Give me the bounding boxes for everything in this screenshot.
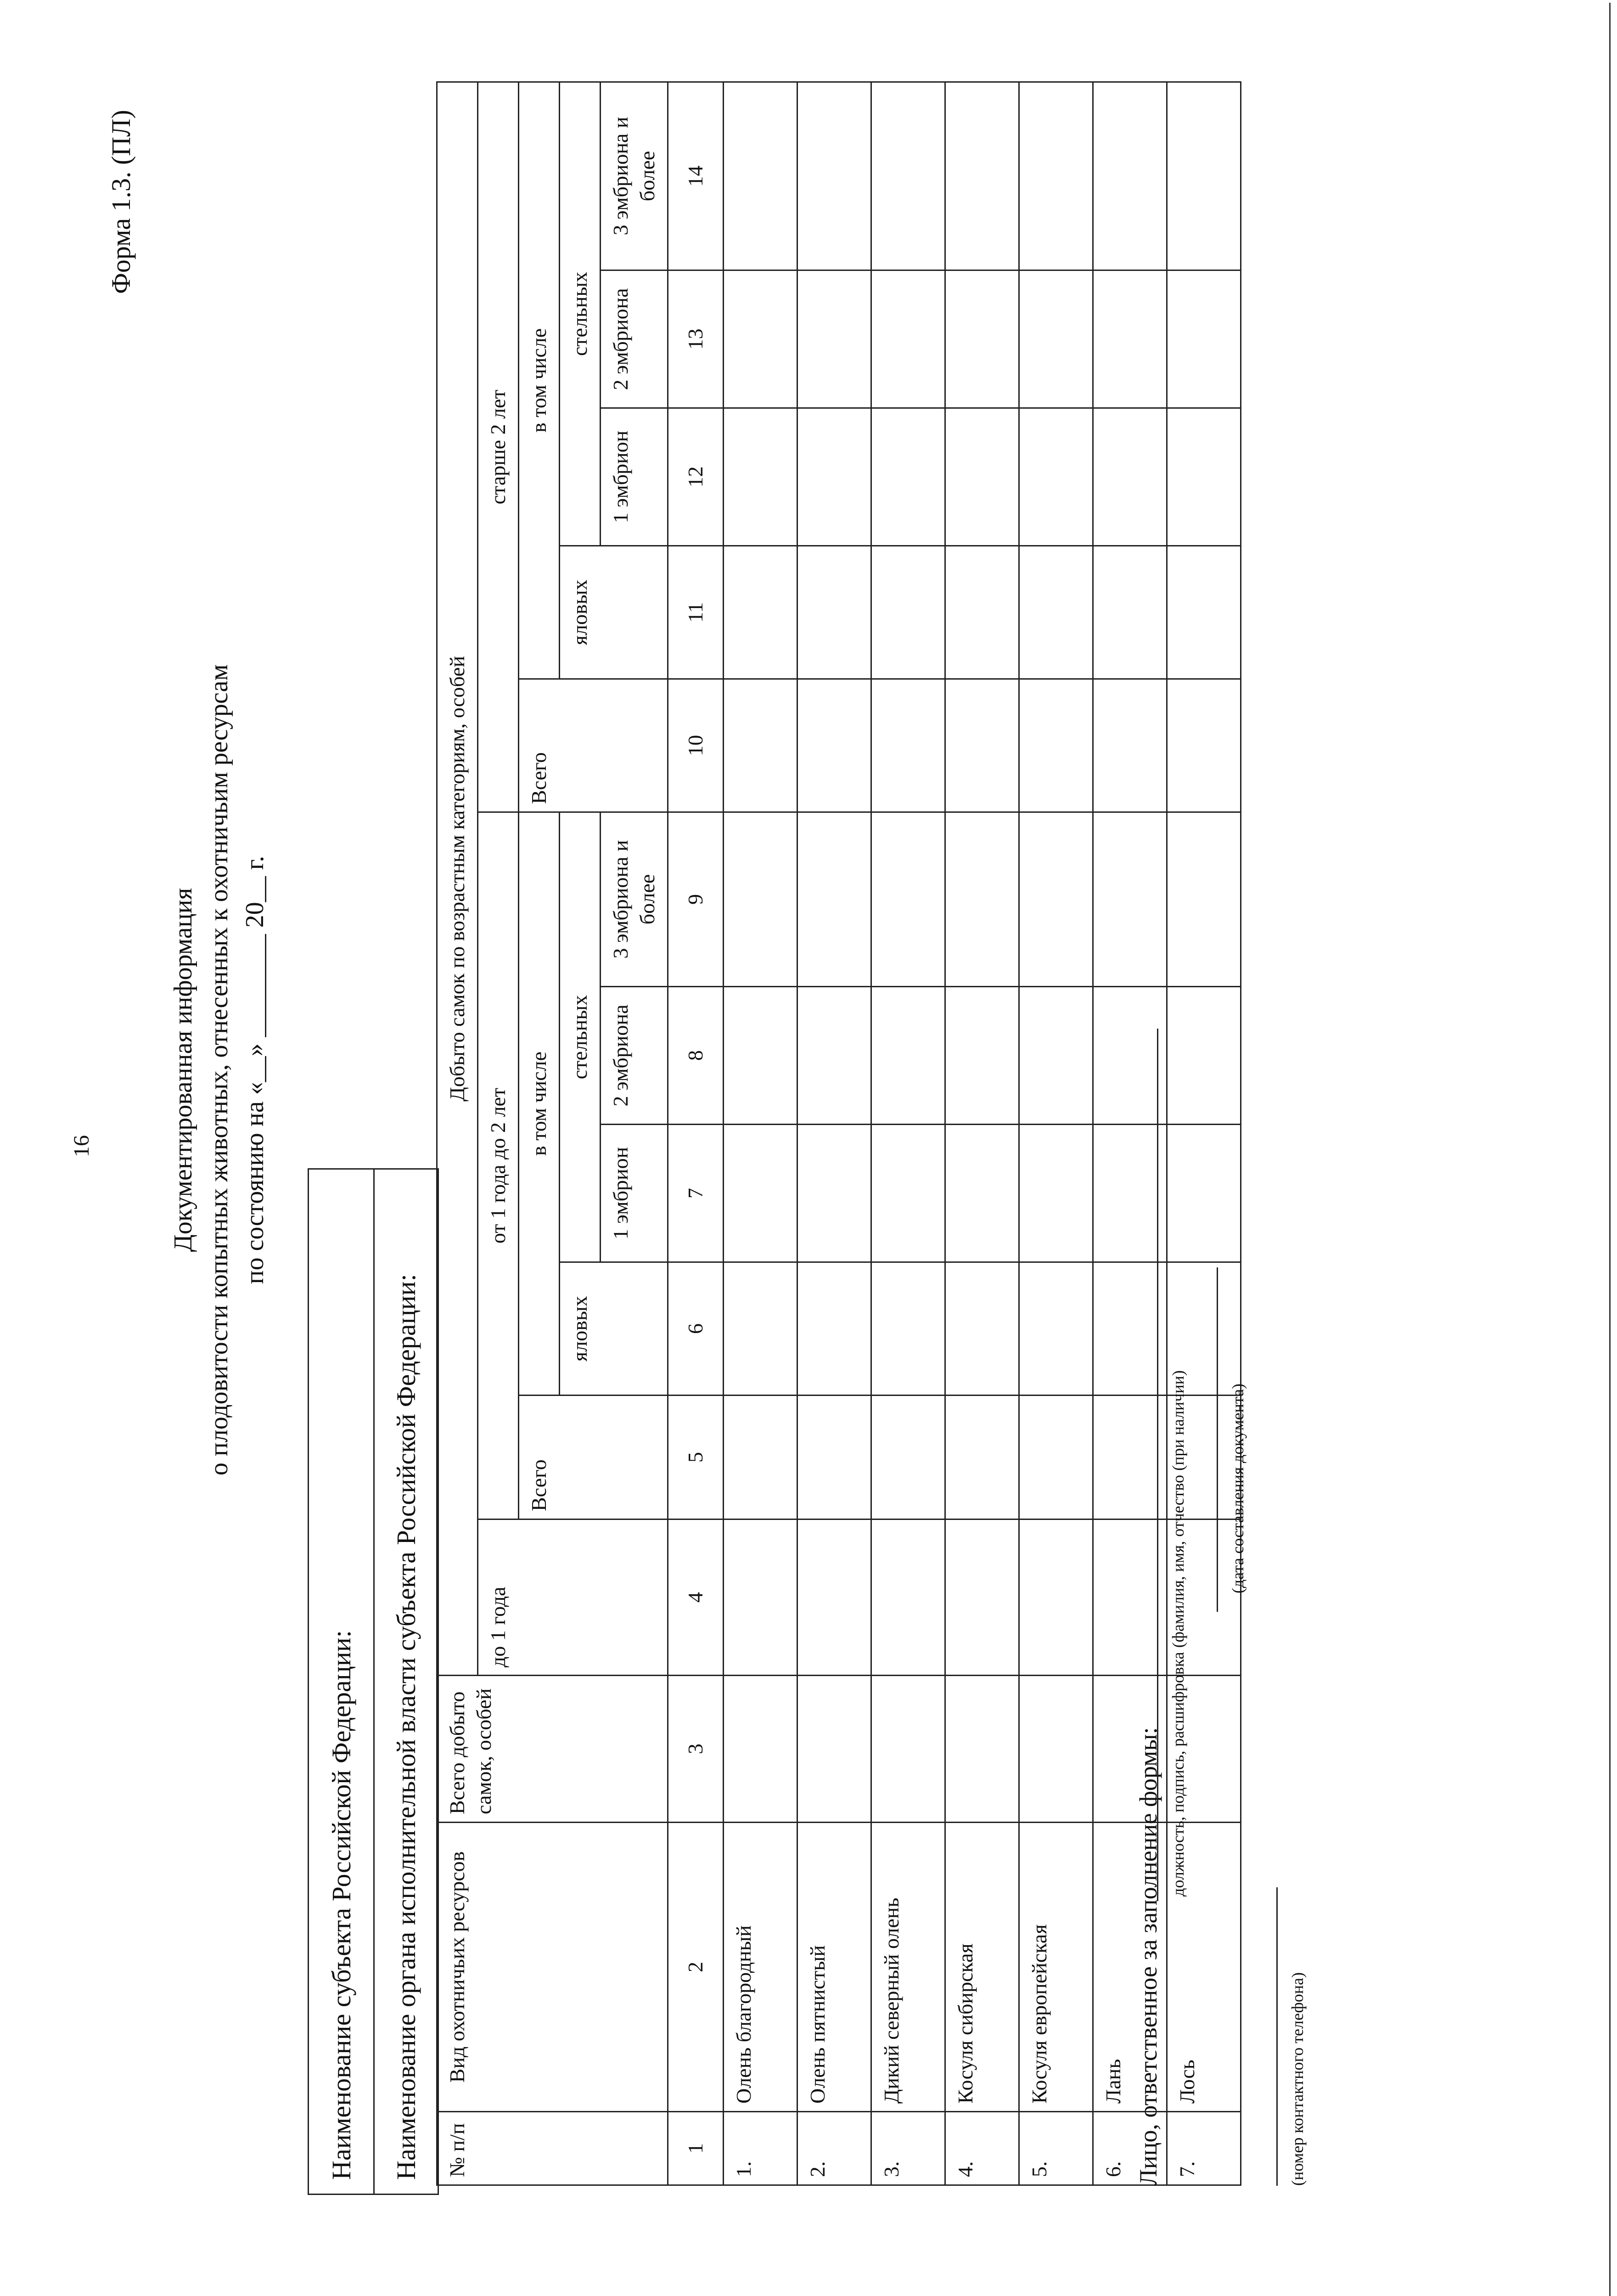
value-cell[interactable] xyxy=(797,82,871,270)
date-line[interactable] xyxy=(1217,1267,1218,1612)
value-cell[interactable] xyxy=(1093,1125,1167,1262)
header-harvested-by-age: Добыто самок по возрастным категориям, особей xyxy=(437,82,478,1675)
value-cell[interactable] xyxy=(1167,1125,1241,1262)
value-cell[interactable] xyxy=(724,82,797,270)
table-row xyxy=(724,82,797,2185)
value-cell[interactable] xyxy=(1093,987,1167,1125)
value-cell[interactable] xyxy=(871,408,945,546)
title-line-3: по состоянию на «__» ________ 20__ г. xyxy=(241,855,269,1284)
value-cell[interactable] xyxy=(1093,1262,1167,1396)
header-species: Вид охотничьих ресурсов xyxy=(437,1823,668,2112)
value-cell[interactable] xyxy=(871,1262,945,1396)
value-cell[interactable] xyxy=(1019,1519,1093,1676)
header-total-sub-2: Всего xyxy=(519,679,668,812)
row-number: 7. xyxy=(1167,2112,1241,2185)
header-embryo-2b: 2 эмбриона xyxy=(601,270,668,408)
header-embryo-3b: 3 эмбриона и более xyxy=(601,82,668,270)
title-line-2: о плодовитости копытных животных, отнесенных к охотничьим ресурсам xyxy=(205,664,233,1476)
value-cell[interactable] xyxy=(945,812,1019,987)
row-species: Дикий северный олень xyxy=(871,1823,945,2112)
value-cell[interactable] xyxy=(1093,82,1167,270)
table-row xyxy=(1019,82,1093,2185)
value-cell[interactable] xyxy=(871,1519,945,1676)
row-number: 3. xyxy=(871,2112,945,2185)
row-number: 4. xyxy=(945,2112,1019,2185)
value-cell[interactable] xyxy=(1019,1676,1093,1823)
value-cell[interactable] xyxy=(1167,408,1241,546)
value-cell[interactable] xyxy=(1093,812,1167,987)
value-cell[interactable] xyxy=(1019,1396,1093,1519)
header-embryo-1a: 1 эмбрион xyxy=(601,1125,668,1262)
value-cell[interactable] xyxy=(1093,408,1167,546)
column-number: 2 xyxy=(668,1823,724,2112)
column-number: 7 xyxy=(668,1125,724,1262)
value-cell[interactable] xyxy=(724,1262,797,1396)
table-row xyxy=(797,82,871,2185)
title-line-1: Документированная информация xyxy=(169,888,197,1252)
header-num: № п/п xyxy=(437,2112,668,2185)
value-cell[interactable] xyxy=(797,408,871,546)
value-cell[interactable] xyxy=(724,1519,797,1676)
value-cell[interactable] xyxy=(945,679,1019,812)
value-cell[interactable] xyxy=(1019,1262,1093,1396)
column-number: 3 xyxy=(668,1676,724,1823)
row-number: 5. xyxy=(1019,2112,1093,2185)
column-number: 8 xyxy=(668,987,724,1125)
subject-name-field[interactable]: Наименование субъекта Российской Федерации: xyxy=(326,1630,356,2180)
value-cell[interactable] xyxy=(1093,1519,1167,1676)
value-cell[interactable] xyxy=(945,1262,1019,1396)
value-cell[interactable] xyxy=(724,546,797,679)
value-cell[interactable] xyxy=(871,1396,945,1519)
date-caption: (дата составления документа) xyxy=(1229,1383,1247,1593)
column-number: 9 xyxy=(668,812,724,987)
value-cell[interactable] xyxy=(871,546,945,679)
form-code: Форма 1.3. (ПЛ) xyxy=(106,110,136,294)
header-embryo-3a: 3 эмбриона и более xyxy=(601,812,668,987)
table-row xyxy=(945,82,1019,2185)
value-cell[interactable] xyxy=(724,987,797,1125)
header-barren-1: яловых xyxy=(560,1262,668,1396)
value-cell[interactable] xyxy=(1167,270,1241,408)
document-title xyxy=(165,427,273,1713)
value-cell[interactable] xyxy=(724,1676,797,1823)
phone-line[interactable] xyxy=(1276,1887,1278,2186)
value-cell[interactable] xyxy=(1019,270,1093,408)
value-cell[interactable] xyxy=(945,270,1019,408)
subject-name-box xyxy=(308,1168,439,2195)
value-cell[interactable] xyxy=(871,812,945,987)
value-cell[interactable] xyxy=(1019,812,1093,987)
value-cell[interactable] xyxy=(1093,679,1167,812)
value-cell[interactable] xyxy=(1093,270,1167,408)
form-sheet xyxy=(0,28,1617,2287)
responsible-signature-line[interactable] xyxy=(1157,1029,1158,1901)
value-cell[interactable] xyxy=(1167,82,1241,270)
value-cell[interactable] xyxy=(724,408,797,546)
value-cell[interactable] xyxy=(724,679,797,812)
value-cell[interactable] xyxy=(1019,408,1093,546)
value-cell[interactable] xyxy=(871,82,945,270)
header-total-sub-1: Всего xyxy=(519,1396,668,1519)
value-cell[interactable] xyxy=(797,679,871,812)
row-species: Косуля европейская xyxy=(1019,1823,1093,2112)
value-cell[interactable] xyxy=(871,1676,945,1823)
responsible-label: Лицо, ответственное за заполнение формы: xyxy=(1134,1727,1162,2186)
value-cell[interactable] xyxy=(871,270,945,408)
header-under-1: до 1 года xyxy=(478,1519,668,1676)
header-barren-2: яловых xyxy=(560,546,668,679)
column-number: 14 xyxy=(668,82,724,270)
row-species: Лось xyxy=(1167,1823,1241,2112)
value-cell[interactable] xyxy=(1019,82,1093,270)
value-cell[interactable] xyxy=(871,987,945,1125)
column-number: 10 xyxy=(668,679,724,812)
value-cell[interactable] xyxy=(945,1125,1019,1262)
value-cell[interactable] xyxy=(1167,546,1241,679)
header-embryo-2a: 2 эмбриона xyxy=(601,987,668,1125)
header-pregnant-2: стельных xyxy=(560,82,601,546)
value-cell[interactable] xyxy=(724,270,797,408)
column-number: 13 xyxy=(668,270,724,408)
column-number-row xyxy=(668,82,724,2185)
header-embryo-1b: 1 эмбрион xyxy=(601,408,668,546)
value-cell[interactable] xyxy=(797,270,871,408)
value-cell[interactable] xyxy=(797,812,871,987)
authority-name-field[interactable]: Наименование органа исполнительной власти субъекта Российской Федерации: xyxy=(373,1170,438,2194)
value-cell[interactable] xyxy=(871,1125,945,1262)
data-rows xyxy=(724,82,1241,2185)
row-number: 6. xyxy=(1093,2112,1167,2185)
header-including-2: в том числе xyxy=(519,82,560,679)
value-cell[interactable] xyxy=(945,546,1019,679)
value-cell[interactable] xyxy=(1019,546,1093,679)
value-cell[interactable] xyxy=(1019,1125,1093,1262)
value-cell[interactable] xyxy=(1019,987,1093,1125)
value-cell[interactable] xyxy=(1093,1396,1167,1519)
value-cell[interactable] xyxy=(945,1396,1019,1519)
header-total: Всего добыто самок, особей xyxy=(437,1676,668,1823)
page-number: 16 xyxy=(69,1135,94,1157)
row-species: Олень пятнистый xyxy=(797,1823,871,2112)
column-number: 5 xyxy=(668,1396,724,1519)
value-cell[interactable] xyxy=(724,1396,797,1519)
value-cell[interactable] xyxy=(1167,987,1241,1125)
value-cell[interactable] xyxy=(945,82,1019,270)
value-cell[interactable] xyxy=(797,1262,871,1396)
value-cell[interactable] xyxy=(945,987,1019,1125)
column-number: 4 xyxy=(668,1519,724,1676)
row-number: 2. xyxy=(797,2112,871,2185)
value-cell[interactable] xyxy=(1019,679,1093,812)
responsible-caption: должность, подпись, расшифровка (фамилия, имя, отчество (при наличии) xyxy=(1169,1370,1187,1896)
column-number: 1 xyxy=(668,2112,724,2185)
value-cell[interactable] xyxy=(871,679,945,812)
value-cell[interactable] xyxy=(797,1519,871,1676)
header-from-1-to-2: от 1 года до 2 лет xyxy=(478,812,519,1519)
fertility-table xyxy=(436,81,1241,2186)
value-cell[interactable] xyxy=(945,408,1019,546)
value-cell[interactable] xyxy=(945,1519,1019,1676)
value-cell[interactable] xyxy=(797,987,871,1125)
value-cell[interactable] xyxy=(797,1676,871,1823)
column-number: 12 xyxy=(668,408,724,546)
value-cell[interactable] xyxy=(1167,812,1241,987)
value-cell[interactable] xyxy=(945,1676,1019,1823)
row-species: Олень благородный xyxy=(724,1823,797,2112)
row-number: 1. xyxy=(724,2112,797,2185)
value-cell[interactable] xyxy=(797,1396,871,1519)
column-number: 6 xyxy=(668,1262,724,1396)
table-row xyxy=(871,82,945,2185)
value-cell[interactable] xyxy=(797,546,871,679)
row-species: Косуля сибирская xyxy=(945,1823,1019,2112)
value-cell[interactable] xyxy=(724,1125,797,1262)
column-number: 11 xyxy=(668,546,724,679)
value-cell[interactable] xyxy=(1167,679,1241,812)
header-including-1: в том числе xyxy=(519,812,560,1396)
value-cell[interactable] xyxy=(724,812,797,987)
value-cell[interactable] xyxy=(1093,546,1167,679)
header-pregnant-1: стельных xyxy=(560,812,601,1262)
phone-caption: (номер контактного телефона) xyxy=(1288,1972,1307,2186)
value-cell[interactable] xyxy=(797,1125,871,1262)
row-species: Лань xyxy=(1093,1823,1167,2112)
header-over-2: старше 2 лет xyxy=(478,82,519,812)
